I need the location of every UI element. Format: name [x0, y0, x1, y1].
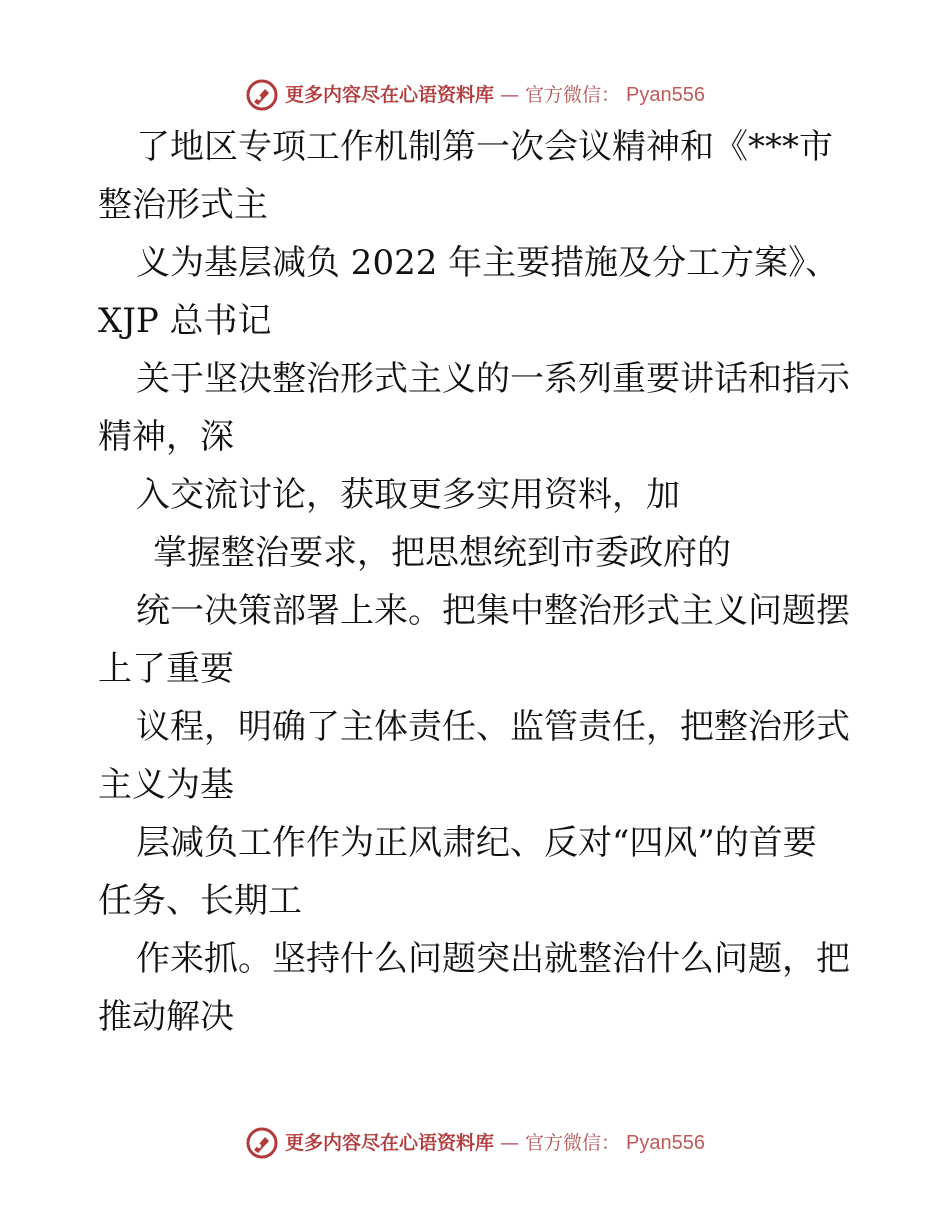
watermark-contact-label: 官方微信： — [525, 84, 621, 106]
watermark-wechat-id: Pyan556 — [626, 1132, 705, 1154]
text-line: 上了重要 — [98, 649, 234, 689]
footer-watermark — [0, 1126, 950, 1160]
watermark-wechat-id: Pyan556 — [626, 84, 705, 106]
document-body — [98, 118, 858, 1046]
text-line: 精神，深 — [98, 417, 234, 457]
text-line: 义为基层减负 2022 年主要措施及分工方案》、 — [136, 243, 840, 283]
text-line: 掌握整治要求，把思想统到市委政府的 — [153, 533, 731, 573]
text-line: 入交流讨论，获取更多实用资料，加 — [136, 475, 680, 515]
text-line: 任务、长期工 — [98, 881, 302, 921]
text-line: 关于坚决整治形式主义的一系列重要讲话和指示 — [136, 359, 850, 399]
watermark-dash: — — [500, 1132, 520, 1154]
watermark-title: 更多内容尽在心语资料库 — [285, 1132, 495, 1154]
text-line: 统一决策部署上来。把集中整治形式主义问题摆 — [136, 591, 850, 631]
text-line: 了地区专项工作机制第一次会议精神和《***市 — [136, 127, 833, 167]
text-line: XJP 总书记 — [98, 301, 272, 341]
text-line: 主义为基 — [98, 765, 234, 805]
watermark-title: 更多内容尽在心语资料库 — [285, 84, 495, 106]
pen-nib-logo-icon — [245, 78, 279, 112]
text-line: 推动解决 — [98, 997, 234, 1037]
text-line: 层减负工作作为正风肃纪、反对“四风”的首要 — [136, 823, 817, 863]
header-watermark — [0, 78, 950, 112]
text-line: 整治形式主 — [98, 185, 268, 225]
watermark-dash: — — [500, 84, 520, 106]
pen-nib-logo-icon — [245, 1126, 279, 1160]
text-line: 作来抓。坚持什么问题突出就整治什么问题，把 — [136, 939, 850, 979]
watermark-contact-label: 官方微信： — [525, 1132, 621, 1154]
text-line: 议程，明确了主体责任、监管责任，把整治形式 — [136, 707, 850, 747]
